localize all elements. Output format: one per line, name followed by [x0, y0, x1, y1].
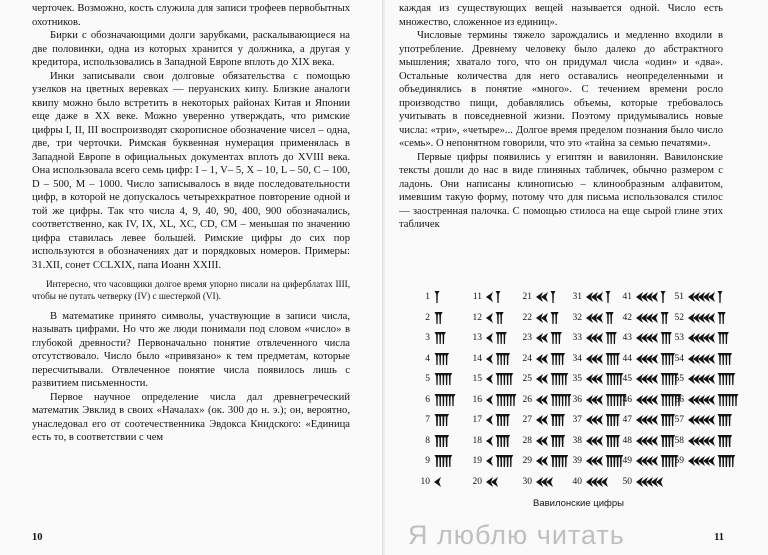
cuneiform-glyph-icon [433, 474, 449, 490]
cuneiform-glyph-icon [433, 433, 453, 449]
numeral-number: 11 [472, 292, 482, 302]
cuneiform-glyph-icon [585, 330, 621, 346]
numeral-number: 26 [522, 394, 532, 405]
cuneiform-glyph-icon [485, 433, 514, 449]
cuneiform-glyph-icon [535, 433, 569, 449]
cuneiform-glyph-icon [687, 330, 733, 346]
paragraph: каждая из существующих вещей называется одной. Число есть множество, сложенное из единиц». [399, 3, 723, 28]
cuneiform-glyph-icon [535, 310, 563, 326]
numeral-cell [669, 451, 739, 471]
numeral-cell [517, 349, 569, 369]
numeral-number: 34 [572, 353, 582, 364]
numeral-number: 6 [425, 394, 430, 405]
numeral-cell [567, 431, 624, 451]
numeral-number: 44 [622, 353, 632, 364]
numeral-cell [415, 328, 450, 348]
cuneiform-glyph-icon [433, 330, 450, 346]
cuneiform-glyph-icon [485, 371, 517, 387]
numeral-cell [669, 287, 727, 307]
numeral-number: 54 [674, 353, 684, 364]
numeral-cell [415, 472, 449, 492]
numeral-number: 57 [674, 415, 684, 425]
numeral-number: 27 [522, 415, 532, 425]
numeral-number: 59 [674, 456, 684, 466]
numeral-number: 40 [572, 476, 582, 487]
numeral-number: 43 [622, 333, 632, 343]
paragraph: В математике принято символы, участвующие в записи числа, называть цифрами. Но что же люди понимали под словом «число» в глубокой древности? Первоначально понятие отвлеченного числа отсутствовало. Число было «привязано» к тем предметам, которые пересчитывали. Отвлеченное понятие числа появилось лишь с развитием письменности. [32, 310, 350, 390]
numeral-cell [467, 451, 517, 471]
numeral-number: 53 [674, 333, 684, 343]
numeral-cell [567, 287, 615, 307]
cuneiform-glyph-icon [485, 289, 505, 305]
cuneiform-glyph-icon [687, 289, 727, 305]
numeral-number: 37 [572, 415, 582, 425]
numeral-number: 17 [472, 415, 482, 425]
numeral-cell [415, 410, 453, 430]
numeral-number: 30 [522, 476, 532, 487]
cuneiform-glyph-icon [433, 351, 453, 367]
numeral-cell [467, 410, 514, 430]
numeral-number: 32 [572, 312, 582, 323]
numeral-number: 50 [622, 476, 632, 487]
numeral-cell [467, 328, 511, 348]
numeral-number: 45 [622, 374, 632, 384]
cuneiform-glyph-icon [635, 289, 670, 305]
numeral-cell [567, 328, 621, 348]
numeral-number: 39 [572, 456, 582, 466]
cuneiform-glyph-icon [687, 371, 739, 387]
paragraph: черточек. Возможно, кость служила для записи трофеев первобытных охотников. [32, 3, 350, 28]
numeral-number: 42 [622, 312, 632, 323]
numeral-number: 1 [425, 292, 430, 302]
paragraph: Инки записывали свои долговые обязательства с помощью узелков на цветных веревках — перуанских кипу. Близкие аналоги квипу можно было встретить в некоторых районах Китая и Японии еще даже в XX веке. Можно уверенно утверждать, что римские цифры I, II, III воспроизводят скорописное обозначение чисел – одна, две, три черточки. Римская буквенная нумерация применялась в Западной Европе в официальных документах вплоть до XVIII века. Она использовала всего семь цифр: I – 1, V– 5, X – 10, L – 50, C – 100, D – 500, M – 1000. Число записывалось в виде последовательности цифр, в которой не допускалось четырехкратное повторение одной и той же цифры. Так что числа 4, 9, 40, 90, 400, 900 обозначались, соответственно, как IV, IX, XL, XC, CD, CM – меньшая по значению цифра ставилась левее большей. Римские цифры до сих пор используются в обозначениях дат и порядковых номеров. Примеры: 31.XII, сонет CCLXIX, папа Иоанн XXIII. [32, 70, 350, 271]
watermark: Я люблю читать [408, 520, 625, 550]
numeral-number: 55 [674, 374, 684, 384]
cuneiform-glyph-icon [687, 351, 736, 367]
cuneiform-glyph-icon [687, 453, 739, 469]
cuneiform-glyph-icon [535, 412, 569, 428]
cuneiform-glyph-icon [433, 371, 456, 387]
paragraph: Первое научное определение числа дал древнегреческий математик Эвклид в своих «Началах» (ок. 300 до н. э.); он, вероятно, унаследовал его от соотечественника Эвдокса Книдского: «Единица есть то, в соответствии с чем [32, 391, 350, 444]
numeral-cell [669, 390, 743, 410]
numeral-number: 19 [472, 456, 482, 466]
numeral-number: 22 [522, 312, 532, 323]
numeral-number: 28 [522, 435, 532, 446]
paragraph: Бирки с обозначающими долги зарубками, раскалывающиеся на две половинки, одна из которых хранится у должника, а другая у кредитора, использовались в Западной Европе вплоть до XIX века. [32, 30, 350, 68]
numeral-cell [517, 451, 572, 471]
cuneiform-glyph-icon [485, 351, 514, 367]
right-page [385, 0, 768, 555]
numeral-cell [415, 287, 445, 307]
numeral-number: 25 [522, 374, 532, 384]
cuneiform-glyph-icon [635, 310, 673, 326]
numeral-cell [415, 349, 453, 369]
cuneiform-glyph-icon [635, 474, 671, 490]
numeral-cell [617, 308, 673, 328]
numeral-number: 46 [622, 394, 632, 405]
numeral-number: 14 [472, 353, 482, 364]
numeral-cell [669, 410, 736, 430]
numeral-number: 13 [472, 333, 482, 343]
numeral-cell [467, 472, 506, 492]
numeral-cell [669, 431, 736, 451]
figure-caption: Вавилонские цифры [533, 498, 624, 509]
numeral-cell [467, 431, 514, 451]
numeral-number: 15 [472, 374, 482, 384]
numeral-cell [617, 472, 671, 492]
numeral-number: 8 [425, 435, 430, 446]
numeral-number: 18 [472, 435, 482, 446]
numeral-cell [467, 390, 521, 410]
numeral-number: 33 [572, 333, 582, 343]
cuneiform-glyph-icon [433, 412, 453, 428]
numeral-number: 10 [420, 476, 430, 487]
numeral-number: 38 [572, 435, 582, 446]
numeral-number: 24 [522, 353, 532, 364]
numeral-number: 7 [425, 415, 430, 425]
page-number: 11 [714, 532, 724, 543]
numeral-number: 5 [425, 374, 430, 384]
numeral-cell [669, 308, 730, 328]
numeral-number: 48 [622, 435, 632, 446]
numeral-cell [415, 390, 460, 410]
cuneiform-glyph-icon [585, 289, 615, 305]
numeral-number: 31 [572, 292, 582, 302]
numeral-cell [415, 451, 456, 471]
cuneiform-glyph-icon [433, 392, 460, 408]
cuneiform-glyph-icon [535, 351, 569, 367]
numeral-cell [517, 287, 560, 307]
numeral-number: 12 [472, 312, 482, 323]
numeral-cell [669, 349, 736, 369]
page-number: 10 [32, 532, 43, 543]
numeral-number: 2 [425, 312, 430, 323]
numeral-number: 36 [572, 394, 582, 405]
numeral-cell [669, 328, 733, 348]
numeral-number: 23 [522, 333, 532, 343]
cuneiform-glyph-icon [687, 392, 743, 408]
numeral-number: 51 [674, 292, 684, 302]
cuneiform-glyph-icon [485, 392, 521, 408]
numeral-cell [415, 369, 456, 389]
numeral-number: 56 [674, 394, 684, 405]
cuneiform-glyph-icon [485, 474, 506, 490]
numeral-number: 41 [622, 292, 632, 302]
cuneiform-glyph-icon [485, 453, 517, 469]
numeral-number: 16 [472, 394, 482, 405]
numeral-number: 4 [425, 353, 430, 364]
numeral-number: 52 [674, 312, 684, 323]
cuneiform-glyph-icon [485, 330, 511, 346]
paragraph: Первые цифры появились у египтян и вавилонян. Вавилонские тексты дошли до нас в виде глиняных табличек, обычно размером с ладонь. Они написаны клинописью – клинообразным алфавитом, имевшим такую форму, потому что для письма использовался стилос — заостренная палочка. С помощью стилоса на еще сырой глине этих табличек [399, 151, 723, 230]
cuneiform-glyph-icon [585, 474, 616, 490]
numeral-number: 47 [622, 415, 632, 425]
numeral-cell [517, 308, 563, 328]
numeral-number: 20 [472, 476, 482, 487]
cuneiform-glyph-icon [687, 310, 730, 326]
numeral-cell [467, 308, 508, 328]
numeral-number: 58 [674, 435, 684, 446]
cuneiform-glyph-icon [485, 310, 508, 326]
cuneiform-glyph-icon [433, 289, 445, 305]
numeral-cell [415, 308, 447, 328]
cuneiform-glyph-icon [585, 310, 618, 326]
side-note: Интересно, что часовщики долгое время упорно писали на циферблатах IIII, чтобы не путать четверку (IV) с шестеркой (VI). [32, 279, 350, 302]
numeral-number: 49 [622, 456, 632, 466]
cuneiform-glyph-icon [535, 289, 560, 305]
numeral-cell [617, 328, 676, 348]
numeral-number: 3 [425, 333, 430, 343]
numeral-cell [415, 431, 453, 451]
numeral-cell [467, 287, 505, 307]
numeral-cell [467, 369, 517, 389]
numeral-number: 21 [522, 292, 532, 302]
paragraph: Числовые термины тяжело зарождались и медленно входили в употребление. Древнему человеку было далеко до абстрактного мышления; хватало того, что он придумал числа «один» и «два». Остальные количества для него оставались неопределенными и объединялись в понятие «много». С течением времени росло производство пищи, добавлялись объемы, которые требовалось учитывать в повседневной жизни. Поэтому придумывались новые числа: «три», «четыре»... Долгое время пределом познания было число «семь». О непонятном говорили, что это «тайна за семью печатями». [399, 30, 723, 149]
numeral-cell [517, 369, 572, 389]
babylonian-numerals-table [415, 287, 715, 497]
numeral-cell [517, 472, 561, 492]
left-text-column [32, 2, 350, 445]
numeral-cell [517, 328, 566, 348]
numeral-cell [517, 431, 569, 451]
numeral-cell [567, 410, 624, 430]
cuneiform-glyph-icon [433, 453, 456, 469]
numeral-cell [567, 472, 616, 492]
numeral-number: 9 [425, 456, 430, 466]
cuneiform-glyph-icon [433, 310, 447, 326]
numeral-cell [567, 349, 624, 369]
numeral-cell [467, 349, 514, 369]
right-text-column [399, 2, 723, 232]
numeral-cell [669, 369, 739, 389]
cuneiform-glyph-icon [687, 433, 736, 449]
left-page [0, 0, 383, 555]
numeral-cell [617, 287, 670, 307]
numeral-cell [517, 410, 569, 430]
cuneiform-glyph-icon [485, 412, 514, 428]
numeral-number: 35 [572, 374, 582, 384]
numeral-cell [567, 308, 618, 328]
cuneiform-glyph-icon [535, 330, 566, 346]
cuneiform-glyph-icon [535, 474, 561, 490]
cuneiform-glyph-icon [687, 412, 736, 428]
numeral-number: 29 [522, 456, 532, 466]
